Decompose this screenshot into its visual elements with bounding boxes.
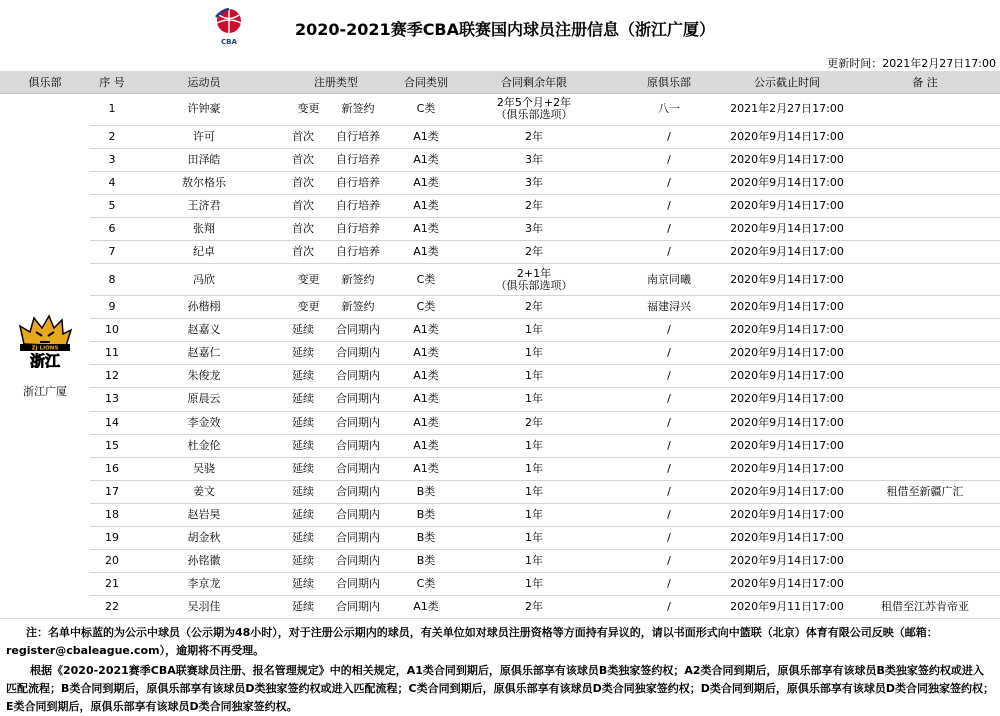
row-number: 20: [90, 550, 134, 573]
original-club: /: [614, 457, 724, 480]
registration-kind: 延续: [292, 415, 314, 429]
table-row: [0, 527, 1000, 550]
deadline: 2020年9月14日17:00: [724, 342, 850, 365]
row-number: 17: [90, 480, 134, 503]
registration-type: [274, 365, 398, 388]
years-main: 1年: [525, 323, 543, 337]
note: [850, 457, 1000, 480]
registration-detail: 新签约: [341, 300, 375, 314]
header-note: 备 注: [850, 71, 1000, 93]
deadline: 2020年9月14日17:00: [724, 296, 850, 319]
row-number: 22: [90, 596, 134, 619]
deadline: 2020年9月14日17:00: [724, 264, 850, 296]
table-row: [0, 125, 1000, 148]
header-player: 运动员: [134, 71, 274, 93]
deadline: 2020年9月14日17:00: [724, 217, 850, 240]
row-number: 4: [90, 171, 134, 194]
table-row: [0, 503, 1000, 526]
original-club: /: [614, 171, 724, 194]
years-main: 3年: [525, 221, 543, 235]
original-club: /: [614, 411, 724, 434]
update-time: 更新时间：2021年2月27日17:00: [827, 57, 996, 70]
contract-type: A1类: [398, 411, 454, 434]
original-club: /: [614, 388, 724, 411]
note: [850, 171, 1000, 194]
registration-detail: 自行培养: [336, 175, 380, 189]
note: [850, 125, 1000, 148]
registration-detail: 自行培养: [336, 152, 380, 166]
contract-years: [454, 365, 614, 388]
original-club: /: [614, 240, 724, 263]
registration-type: [274, 503, 398, 526]
note: [850, 411, 1000, 434]
registration-type: [274, 93, 398, 125]
registration-type: [274, 573, 398, 596]
registration-kind: 首次: [292, 152, 314, 166]
row-number: 3: [90, 148, 134, 171]
original-club: /: [614, 148, 724, 171]
note: [850, 240, 1000, 263]
deadline: 2020年9月14日17:00: [724, 434, 850, 457]
contract-type: B类: [398, 527, 454, 550]
table-row: [0, 217, 1000, 240]
years-main: 2年: [525, 245, 543, 259]
contract-years: [454, 125, 614, 148]
header-contract-years: 合同剩余年限: [454, 71, 614, 93]
contract-type: A1类: [398, 125, 454, 148]
contract-type: A1类: [398, 596, 454, 619]
table-row: [0, 342, 1000, 365]
deadline: 2021年2月27日17:00: [724, 93, 850, 125]
contract-type: C类: [398, 93, 454, 125]
registration-table: [0, 71, 1000, 619]
note: 租借至新疆广汇: [850, 480, 1000, 503]
registration-type: [274, 217, 398, 240]
club-cell: [0, 93, 90, 619]
table-row: [0, 596, 1000, 619]
page-title: 2020-2021赛季CBA联赛国内球员注册信息（浙江广厦）: [294, 20, 716, 39]
player-name: 赵岩昊: [134, 503, 274, 526]
table-row: [0, 296, 1000, 319]
years-main: 3年: [525, 152, 543, 166]
years-main: 1年: [525, 554, 543, 568]
contract-years: [454, 264, 614, 296]
contract-type: A1类: [398, 217, 454, 240]
header-deadline: 公示截止时间: [724, 71, 850, 93]
note: [850, 217, 1000, 240]
deadline: 2020年9月11日17:00: [724, 596, 850, 619]
deadline: 2020年9月14日17:00: [724, 550, 850, 573]
row-number: 2: [90, 125, 134, 148]
contract-years: [454, 319, 614, 342]
registration-kind: 变更: [297, 300, 320, 314]
years-main: 2年: [525, 600, 543, 614]
registration-detail: 合同期内: [336, 577, 380, 591]
player-name: 许钟豪: [134, 93, 274, 125]
registration-type: [274, 596, 398, 619]
contract-type: B类: [398, 503, 454, 526]
registration-detail: 新签约: [341, 102, 375, 115]
table-header-row: [0, 71, 1000, 93]
header-registration-type: 注册类型: [274, 71, 398, 93]
registration-kind: 延续: [292, 507, 314, 521]
years-main: 1年: [525, 438, 543, 452]
contract-type: A1类: [398, 434, 454, 457]
contract-type: A1类: [398, 342, 454, 365]
contract-type: B类: [398, 480, 454, 503]
original-club: 八一: [614, 93, 724, 125]
registration-detail: 合同期内: [336, 323, 380, 337]
contract-type: A1类: [398, 365, 454, 388]
contract-years: [454, 503, 614, 526]
original-club: /: [614, 365, 724, 388]
player-name: 王济君: [134, 194, 274, 217]
registration-detail: 合同期内: [336, 507, 380, 521]
player-name: 许可: [134, 125, 274, 148]
contract-years: [454, 171, 614, 194]
deadline: 2020年9月14日17:00: [724, 319, 850, 342]
player-name: 冯欣: [134, 264, 274, 296]
registration-type: [274, 457, 398, 480]
player-name: 纪卓: [134, 240, 274, 263]
footnote-2: 根据《2020-2021赛季CBA联赛球员注册、报名管理规定》中的相关规定，A1类合同到期后，原俱乐部享有该球员B类独家签约权；A2类合同到期后，原俱乐部享有该球员B类独家签约权或进入匹配流程；B类合同到期后，原俱乐部享有该球员D类独家签约权或进入匹配流程；C类合同到期后，原俱乐部享有该球员D类合同独家签约权；D类合同到期后，原俱乐部享有该球员D类合同独家签约权；E类合同到期后，原俱乐部享有该球员D类合同独家签约权。: [6, 664, 994, 713]
years-main: 1年: [525, 369, 543, 383]
table-row: [0, 480, 1000, 503]
years-main: 1年: [525, 346, 543, 360]
player-name: 赵嘉义: [134, 319, 274, 342]
contract-type: A1类: [398, 194, 454, 217]
original-club: /: [614, 527, 724, 550]
registration-type: [274, 148, 398, 171]
contract-years: [454, 296, 614, 319]
svg-text:CBA: CBA: [221, 38, 237, 46]
logo-main-text: 浙江: [29, 351, 61, 368]
registration-type: [274, 194, 398, 217]
registration-kind: 延续: [292, 323, 314, 337]
registration-type: [274, 125, 398, 148]
contract-years: [454, 217, 614, 240]
registration-type: [274, 240, 398, 263]
table-row: [0, 148, 1000, 171]
note: [850, 194, 1000, 217]
row-number: 19: [90, 527, 134, 550]
table-row: [0, 365, 1000, 388]
registration-detail: 合同期内: [336, 461, 380, 475]
header-original-club: 原俱乐部: [614, 71, 724, 93]
original-club: /: [614, 596, 724, 619]
original-club: /: [614, 503, 724, 526]
registration-kind: 延续: [292, 600, 314, 614]
original-club: /: [614, 319, 724, 342]
original-club: /: [614, 573, 724, 596]
row-number: 15: [90, 434, 134, 457]
registration-type: [274, 171, 398, 194]
note: [850, 93, 1000, 125]
player-name: 孙铭徽: [134, 550, 274, 573]
registration-detail: 合同期内: [336, 415, 380, 429]
row-number: 9: [90, 296, 134, 319]
player-name: 田泽皓: [134, 148, 274, 171]
deadline: 2020年9月14日17:00: [724, 240, 850, 263]
deadline: 2020年9月14日17:00: [724, 194, 850, 217]
contract-years: [454, 527, 614, 550]
registration-detail: 合同期内: [336, 438, 380, 452]
registration-kind: 延续: [292, 554, 314, 568]
row-number: 7: [90, 240, 134, 263]
note: [850, 388, 1000, 411]
registration-type: [274, 411, 398, 434]
contract-years: [454, 550, 614, 573]
contract-years: [454, 342, 614, 365]
player-name: 吴羽佳: [134, 596, 274, 619]
note: [850, 342, 1000, 365]
footnotes: [0, 624, 1000, 716]
header-club: 俱乐部: [0, 71, 90, 93]
row-number: 18: [90, 503, 134, 526]
registration-type: [274, 319, 398, 342]
note: [850, 434, 1000, 457]
registration-kind: 变更: [297, 102, 320, 115]
table-row: [0, 240, 1000, 263]
note: [850, 319, 1000, 342]
zhejiang-lions-logo: [16, 314, 74, 368]
registration-detail: 合同期内: [336, 531, 380, 545]
player-name: 杜金伦: [134, 434, 274, 457]
registration-kind: 变更: [297, 272, 320, 286]
registration-kind: 首次: [292, 221, 314, 235]
years-main: 1年: [525, 484, 543, 498]
deadline: 2020年9月14日17:00: [724, 365, 850, 388]
note: [850, 527, 1000, 550]
row-number: 10: [90, 319, 134, 342]
original-club: /: [614, 217, 724, 240]
contract-type: C类: [398, 296, 454, 319]
registration-type: [274, 527, 398, 550]
registration-kind: 首次: [292, 129, 314, 143]
registration-kind: 延续: [292, 392, 314, 406]
registration-detail: 合同期内: [336, 554, 380, 568]
row-number: 8: [90, 264, 134, 296]
registration-type: [274, 296, 398, 319]
registration-kind: 延续: [292, 461, 314, 475]
deadline: 2020年9月14日17:00: [724, 457, 850, 480]
years-main: 1年: [525, 392, 543, 406]
registration-detail: 自行培养: [336, 129, 380, 143]
note: 租借至江苏肯帝亚: [850, 596, 1000, 619]
years-main: 1年: [525, 577, 543, 591]
player-name: 孙楷栩: [134, 296, 274, 319]
table-row: [0, 264, 1000, 296]
player-name: 张翔: [134, 217, 274, 240]
contract-type: A1类: [398, 319, 454, 342]
deadline: 2020年9月14日17:00: [724, 480, 850, 503]
contract-years: [454, 434, 614, 457]
registration-detail: 合同期内: [336, 600, 380, 614]
note: [850, 550, 1000, 573]
logo-sub-text: ZJ LIONS: [31, 345, 59, 352]
contract-type: C类: [398, 264, 454, 296]
registration-detail: 自行培养: [336, 198, 380, 212]
years-option: （俱乐部选项）: [495, 108, 573, 121]
registration-detail: 合同期内: [336, 346, 380, 360]
row-number: 6: [90, 217, 134, 240]
row-number: 21: [90, 573, 134, 596]
contract-years: [454, 480, 614, 503]
contract-years: [454, 194, 614, 217]
registration-detail: 自行培养: [336, 245, 380, 259]
table-row: [0, 171, 1000, 194]
registration-type: [274, 434, 398, 457]
years-main: 1年: [525, 531, 543, 545]
years-main: 3年: [525, 175, 543, 189]
original-club: /: [614, 550, 724, 573]
contract-years: [454, 596, 614, 619]
header-contract-type: 合同类别: [398, 71, 454, 93]
table-row: [0, 573, 1000, 596]
registration-detail: 自行培养: [336, 221, 380, 235]
player-name: 吴骁: [134, 457, 274, 480]
contract-type: A1类: [398, 171, 454, 194]
original-club: 南京同曦: [614, 264, 724, 296]
years-main: 2年: [525, 129, 543, 143]
note: [850, 573, 1000, 596]
original-club: /: [614, 434, 724, 457]
original-club: /: [614, 125, 724, 148]
registration-kind: 首次: [292, 245, 314, 259]
years-main: 2年: [525, 300, 543, 314]
years-main: 2年5个月+2年: [496, 96, 572, 109]
deadline: 2020年9月14日17:00: [724, 388, 850, 411]
contract-years: [454, 93, 614, 125]
row-number: 11: [90, 342, 134, 365]
registration-kind: 延续: [292, 369, 314, 383]
contract-type: C类: [398, 573, 454, 596]
player-name: 朱俊龙: [134, 365, 274, 388]
registration-kind: 延续: [292, 346, 314, 360]
contract-type: A1类: [398, 457, 454, 480]
registration-type: [274, 480, 398, 503]
club-name: 浙江广厦: [23, 384, 67, 398]
original-club: /: [614, 194, 724, 217]
registration-kind: 延续: [292, 577, 314, 591]
row-number: 16: [90, 457, 134, 480]
contract-type: A1类: [398, 388, 454, 411]
table-row: [0, 319, 1000, 342]
years-main: 1年: [525, 507, 543, 521]
deadline: 2020年9月14日17:00: [724, 503, 850, 526]
player-name: 姜文: [134, 480, 274, 503]
registration-kind: 延续: [292, 531, 314, 545]
registration-detail: 合同期内: [336, 392, 380, 406]
table-row: [0, 457, 1000, 480]
row-number: 12: [90, 365, 134, 388]
table-row: [0, 411, 1000, 434]
registration-detail: 合同期内: [336, 484, 380, 498]
row-number: 14: [90, 411, 134, 434]
original-club: /: [614, 480, 724, 503]
years-main: 1年: [525, 461, 543, 475]
row-number: 1: [90, 93, 134, 125]
contract-years: [454, 388, 614, 411]
player-name: 敖尔格乐: [134, 171, 274, 194]
registration-detail: 合同期内: [336, 369, 380, 383]
registration-kind: 首次: [292, 175, 314, 189]
original-club: 福建浔兴: [614, 296, 724, 319]
registration-kind: 延续: [292, 484, 314, 498]
contract-years: [454, 148, 614, 171]
deadline: 2020年9月14日17:00: [724, 527, 850, 550]
registration-kind: 首次: [292, 198, 314, 212]
note: [850, 296, 1000, 319]
contract-years: [454, 457, 614, 480]
row-number: 5: [90, 194, 134, 217]
registration-type: [274, 264, 398, 296]
table-row: [0, 388, 1000, 411]
table-row: [0, 550, 1000, 573]
contract-type: A1类: [398, 148, 454, 171]
years-main: 2年: [525, 415, 543, 429]
contract-type: A1类: [398, 240, 454, 263]
note: [850, 148, 1000, 171]
contract-type: B类: [398, 550, 454, 573]
registration-type: [274, 388, 398, 411]
years-option: （俱乐部选项）: [495, 278, 573, 292]
player-name: 赵嘉仁: [134, 342, 274, 365]
player-name: 原晨云: [134, 388, 274, 411]
row-number: 13: [90, 388, 134, 411]
contract-years: [454, 240, 614, 263]
footnote-1: 注：名单中标蓝的为公示中球员（公示期为48小时），对于注册公示期内的球员，有关单位如对球员注册资格等方面持有异议的，请以书面形式向中篮联（北京）体育有限公司反映（邮箱：register@cbaleague.com），逾期将不再受理。: [6, 626, 938, 657]
player-name: 李京龙: [134, 573, 274, 596]
registration-type: [274, 550, 398, 573]
deadline: 2020年9月14日17:00: [724, 125, 850, 148]
table-row: [0, 434, 1000, 457]
player-name: 胡金秋: [134, 527, 274, 550]
deadline: 2020年9月14日17:00: [724, 171, 850, 194]
table-row: [0, 194, 1000, 217]
header-number: 序 号: [90, 71, 134, 93]
original-club: /: [614, 342, 724, 365]
contract-years: [454, 411, 614, 434]
years-main: 2+1年: [516, 266, 552, 280]
registration-detail: 新签约: [341, 272, 375, 286]
deadline: 2020年9月14日17:00: [724, 573, 850, 596]
registration-type: [274, 342, 398, 365]
registration-kind: 延续: [292, 438, 314, 452]
deadline: 2020年9月14日17:00: [724, 148, 850, 171]
player-name: 李金效: [134, 411, 274, 434]
note: [850, 503, 1000, 526]
contract-years: [454, 573, 614, 596]
note: [850, 365, 1000, 388]
note: [850, 264, 1000, 296]
years-main: 2年: [525, 198, 543, 212]
table-row: [0, 93, 1000, 125]
deadline: 2020年9月14日17:00: [724, 411, 850, 434]
